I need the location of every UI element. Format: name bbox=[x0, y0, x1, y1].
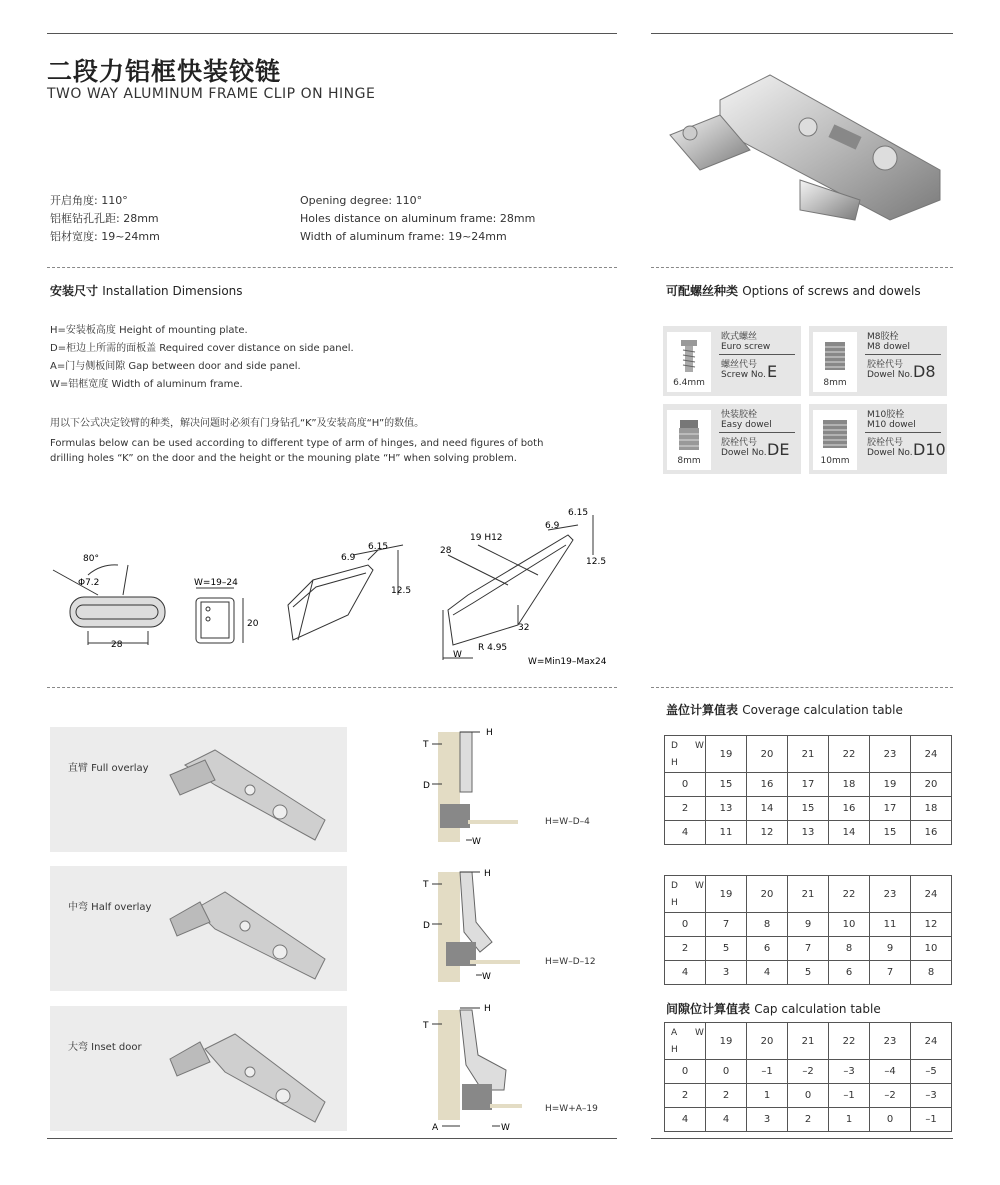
row-header: 4 bbox=[665, 821, 706, 845]
col-header: 24 bbox=[911, 1023, 952, 1060]
screw-name-cn: M10胶栓 bbox=[867, 410, 905, 420]
corner-h: H bbox=[671, 758, 678, 768]
screw-label-cn: 胶栓代号 bbox=[867, 360, 904, 370]
spec-cn-0: 开启角度: 110° bbox=[50, 194, 128, 207]
cell: 16 bbox=[747, 773, 788, 797]
dim-19h12: 19 H12 bbox=[470, 533, 503, 543]
screws-heading-en: Options of screws and dowels bbox=[742, 284, 921, 298]
corner-a: A bbox=[671, 1028, 678, 1038]
coverage-heading-cn: 盖位计算值表 bbox=[666, 703, 739, 717]
corner-w: W bbox=[695, 881, 704, 891]
definition-a: A=门与侧板间隙 Gap between door and side panel. bbox=[50, 361, 301, 372]
screw-label-cn: 胶栓代号 bbox=[721, 438, 758, 448]
cell: 18 bbox=[829, 773, 870, 797]
screw-code: E bbox=[767, 362, 778, 381]
cell: 18 bbox=[911, 797, 952, 821]
divider bbox=[47, 267, 617, 268]
cell: 15 bbox=[788, 797, 829, 821]
definition-h: H=安装板高度 Height of mounting plate. bbox=[50, 325, 248, 336]
formula-note-en-2: drilling holes “K” on the door and the height or the mouning plate “H” when solving problem. bbox=[50, 453, 517, 464]
screw-card-m8 bbox=[809, 326, 947, 396]
row-header: 2 bbox=[665, 1084, 706, 1108]
letter-w: W bbox=[472, 837, 481, 847]
col-header: 21 bbox=[788, 876, 829, 913]
top-rule-right bbox=[651, 33, 953, 34]
corner-d: D bbox=[671, 741, 678, 751]
divider bbox=[47, 687, 617, 688]
spec-cn-1: 铝框钻孔孔距: 28mm bbox=[50, 212, 159, 225]
screw-name-en: M10 dowel bbox=[867, 420, 916, 430]
letter-h: H bbox=[484, 1004, 491, 1014]
table-row bbox=[665, 1060, 952, 1084]
table-row bbox=[665, 821, 952, 845]
cell: –3 bbox=[829, 1060, 870, 1084]
cell: 2 bbox=[788, 1108, 829, 1132]
cell: 3 bbox=[706, 961, 747, 985]
definitions-list bbox=[50, 322, 354, 394]
hinge-photo-half bbox=[165, 874, 335, 984]
col-header: 22 bbox=[829, 1023, 870, 1060]
cell: 15 bbox=[706, 773, 747, 797]
spec-en-1: Holes distance on aluminum frame: 28mm bbox=[300, 212, 536, 225]
screw-card-easy bbox=[663, 404, 801, 474]
col-header: 20 bbox=[747, 736, 788, 773]
specs-en bbox=[300, 192, 535, 246]
bottom-rule-right bbox=[651, 1138, 953, 1139]
page-title-cn: 二段力铝框快装铰链 bbox=[47, 57, 282, 86]
cell: 7 bbox=[706, 913, 747, 937]
cell: 6 bbox=[747, 937, 788, 961]
hinge-photo-full bbox=[165, 735, 335, 845]
table-row bbox=[665, 1084, 952, 1108]
dim-w-min-max: W=Min19–Max24 bbox=[528, 657, 607, 667]
table-row bbox=[665, 961, 952, 985]
overlay-diagram-full bbox=[420, 722, 530, 852]
formula-note-en-1: Formulas below can be used according to different type of arm of hinges, and need figures of both bbox=[50, 438, 544, 449]
definition-w: W=铝框宽度 Width of aluminum frame. bbox=[50, 379, 243, 390]
col-header: 22 bbox=[829, 876, 870, 913]
corner-w: W bbox=[695, 1028, 704, 1038]
dim-69-b: 6.9 bbox=[545, 521, 560, 531]
dim-28: 28 bbox=[111, 640, 123, 650]
letter-h: H bbox=[486, 728, 493, 738]
screw-name-en: M8 dowel bbox=[867, 342, 910, 352]
formula-inset: H=W+A–19 bbox=[545, 1104, 598, 1114]
cell: –2 bbox=[870, 1084, 911, 1108]
screw-code: D8 bbox=[913, 362, 936, 381]
cell: 7 bbox=[788, 937, 829, 961]
cap-table bbox=[664, 1022, 952, 1132]
cell: 4 bbox=[747, 961, 788, 985]
top-rule-left bbox=[47, 33, 617, 34]
dim-125: 12.5 bbox=[391, 586, 412, 596]
cell: 17 bbox=[788, 773, 829, 797]
cap-heading-en: Cap calculation table bbox=[754, 1002, 881, 1016]
cell: 20 bbox=[911, 773, 952, 797]
col-header: 23 bbox=[870, 1023, 911, 1060]
col-header: 24 bbox=[911, 736, 952, 773]
spec-cn-2: 铝材宽度: 19~24mm bbox=[50, 230, 160, 243]
col-header: 22 bbox=[829, 736, 870, 773]
cell: –1 bbox=[747, 1060, 788, 1084]
screw-label-en: Dowel No. bbox=[867, 448, 913, 458]
row-header: 4 bbox=[665, 1108, 706, 1132]
col-header: 23 bbox=[870, 736, 911, 773]
cell: 0 bbox=[788, 1084, 829, 1108]
letter-t: T bbox=[423, 1021, 429, 1031]
screw-code: DE bbox=[767, 440, 790, 459]
dim-69: 6.9 bbox=[341, 553, 356, 563]
col-header: 21 bbox=[788, 1023, 829, 1060]
dim-r495: R 4.95 bbox=[478, 643, 508, 653]
formula-note bbox=[50, 416, 543, 466]
divider bbox=[651, 267, 953, 268]
cell: –3 bbox=[911, 1084, 952, 1108]
screw-label-en: Dowel No. bbox=[721, 448, 767, 458]
col-header: 21 bbox=[788, 736, 829, 773]
screws-heading-cn: 可配螺丝种类 bbox=[666, 284, 739, 298]
cell: 9 bbox=[870, 937, 911, 961]
corner-h: H bbox=[671, 898, 678, 908]
cell: 13 bbox=[788, 821, 829, 845]
letter-a: A bbox=[432, 1123, 439, 1133]
cell: –1 bbox=[911, 1108, 952, 1132]
corner-h: H bbox=[671, 1045, 678, 1055]
overlay-label: 大弯 Inset door bbox=[68, 1042, 142, 1053]
cell: 16 bbox=[911, 821, 952, 845]
cell: 5 bbox=[788, 961, 829, 985]
cell: 16 bbox=[829, 797, 870, 821]
dim-phi: Φ7.2 bbox=[78, 578, 100, 588]
col-header: 19 bbox=[706, 876, 747, 913]
installation-heading-cn: 安装尺寸 bbox=[50, 284, 99, 298]
spec-en-2: Width of aluminum frame: 19~24mm bbox=[300, 230, 507, 243]
cell: 15 bbox=[870, 821, 911, 845]
cell: 0 bbox=[706, 1060, 747, 1084]
dim-28-b: 28 bbox=[440, 546, 452, 556]
page-title-en: TWO WAY ALUMINUM FRAME CLIP ON HINGE bbox=[47, 86, 376, 102]
cell: –5 bbox=[911, 1060, 952, 1084]
cell: 3 bbox=[747, 1108, 788, 1132]
dim-125-b: 12.5 bbox=[586, 557, 607, 567]
screw-name-cn: 欧式螺丝 bbox=[721, 332, 758, 342]
hinge-product-image bbox=[660, 70, 945, 230]
cell: –1 bbox=[829, 1084, 870, 1108]
coverage-heading bbox=[666, 701, 903, 718]
cell: 8 bbox=[911, 961, 952, 985]
cell: –2 bbox=[788, 1060, 829, 1084]
cell: 10 bbox=[829, 913, 870, 937]
cell: 17 bbox=[870, 797, 911, 821]
formula-full: H=W–D–4 bbox=[545, 817, 590, 827]
spec-en-0: Opening degree: 110° bbox=[300, 194, 423, 207]
table-corner bbox=[665, 876, 706, 913]
installation-heading-en: Installation Dimensions bbox=[102, 284, 243, 298]
cell: 14 bbox=[829, 821, 870, 845]
coverage-heading-en: Coverage calculation table bbox=[742, 703, 903, 717]
col-header: 20 bbox=[747, 1023, 788, 1060]
cell: –4 bbox=[870, 1060, 911, 1084]
cell: 19 bbox=[870, 773, 911, 797]
row-header: 0 bbox=[665, 1060, 706, 1084]
screw-size: 8mm bbox=[677, 456, 701, 466]
screw-label-en: Screw No. bbox=[721, 370, 766, 380]
installation-drawings bbox=[48, 495, 618, 675]
cell: 11 bbox=[870, 913, 911, 937]
screw-label-en: Dowel No. bbox=[867, 370, 913, 380]
cell: 6 bbox=[829, 961, 870, 985]
definition-d: D=柜边上所需的面板盖 Required cover distance on side panel. bbox=[50, 343, 354, 354]
screws-heading bbox=[666, 282, 921, 299]
cell: 8 bbox=[747, 913, 788, 937]
letter-h: H bbox=[484, 869, 491, 879]
dim-angle: 80° bbox=[83, 554, 99, 564]
overlay-label: 中弯 Half overlay bbox=[68, 902, 152, 913]
row-header: 4 bbox=[665, 961, 706, 985]
letter-d: D bbox=[423, 921, 430, 931]
divider bbox=[651, 687, 953, 688]
cell: 11 bbox=[706, 821, 747, 845]
cap-heading-cn: 间隙位计算值表 bbox=[666, 1002, 751, 1016]
dim-20: 20 bbox=[247, 619, 259, 629]
letter-w: W bbox=[482, 972, 491, 982]
formula-half: H=W–D–12 bbox=[545, 957, 596, 967]
overlay-panel-half bbox=[50, 866, 347, 991]
cell: 14 bbox=[747, 797, 788, 821]
letter-d: D bbox=[423, 781, 430, 791]
cell: 4 bbox=[706, 1108, 747, 1132]
screw-size: 8mm bbox=[823, 378, 847, 388]
cell: 7 bbox=[870, 961, 911, 985]
corner-d: D bbox=[671, 881, 678, 891]
cell: 0 bbox=[870, 1108, 911, 1132]
cell: 1 bbox=[747, 1084, 788, 1108]
screw-name-en: Euro screw bbox=[721, 342, 771, 352]
cell: 2 bbox=[706, 1084, 747, 1108]
cell: 9 bbox=[788, 913, 829, 937]
letter-t: T bbox=[423, 880, 429, 890]
dim-32: 32 bbox=[518, 623, 530, 633]
col-header: 19 bbox=[706, 736, 747, 773]
cell: 5 bbox=[706, 937, 747, 961]
overlay-diagram-half bbox=[420, 862, 530, 992]
overlay-panel-inset bbox=[50, 1006, 347, 1131]
table-row bbox=[665, 937, 952, 961]
row-header: 2 bbox=[665, 937, 706, 961]
col-header: 24 bbox=[911, 876, 952, 913]
overlay-diagram-inset bbox=[420, 1000, 530, 1135]
screw-name-cn: 快装胶栓 bbox=[721, 410, 758, 420]
col-header: 20 bbox=[747, 876, 788, 913]
row-header: 2 bbox=[665, 797, 706, 821]
screw-name-en: Easy dowel bbox=[721, 420, 772, 430]
coverage-table-1 bbox=[664, 735, 952, 845]
formula-note-cn: 用以下公式决定铰臂的种类，解决问题时必须有门身钻孔“K”及安装高度“H”的数值。 bbox=[50, 418, 425, 429]
table-corner bbox=[665, 736, 706, 773]
table-row bbox=[665, 773, 952, 797]
cell: 12 bbox=[747, 821, 788, 845]
screw-label-cn: 胶栓代号 bbox=[867, 438, 904, 448]
letter-w: W bbox=[501, 1123, 510, 1133]
screw-name-cn: M8胶栓 bbox=[867, 332, 899, 342]
table-row bbox=[665, 913, 952, 937]
row-header: 0 bbox=[665, 773, 706, 797]
cap-heading bbox=[666, 1000, 881, 1017]
screw-code: D10 bbox=[913, 440, 946, 459]
table-row bbox=[665, 1108, 952, 1132]
coverage-table-2 bbox=[664, 875, 952, 985]
specs-cn bbox=[50, 192, 160, 246]
corner-w: W bbox=[695, 741, 704, 751]
overlay-panel-full bbox=[50, 727, 347, 852]
cell: 12 bbox=[911, 913, 952, 937]
table-corner bbox=[665, 1023, 706, 1060]
table-row bbox=[665, 797, 952, 821]
installation-heading bbox=[50, 282, 243, 299]
overlay-label: 直臂 Full overlay bbox=[68, 763, 149, 774]
bottom-rule-left bbox=[47, 1138, 617, 1139]
cell: 13 bbox=[706, 797, 747, 821]
row-header: 0 bbox=[665, 913, 706, 937]
dim-615-b: 6.15 bbox=[568, 508, 589, 518]
screw-label-cn: 螺丝代号 bbox=[721, 360, 758, 370]
screw-card-m10 bbox=[809, 404, 947, 474]
dim-w-range: W=19–24 bbox=[194, 578, 238, 588]
hinge-photo-inset bbox=[165, 1014, 335, 1124]
cell: 8 bbox=[829, 937, 870, 961]
col-header: 19 bbox=[706, 1023, 747, 1060]
screw-size: 10mm bbox=[820, 456, 850, 466]
cell: 10 bbox=[911, 937, 952, 961]
dim-615: 6.15 bbox=[368, 542, 389, 552]
dim-w: W bbox=[453, 650, 462, 660]
letter-t: T bbox=[423, 740, 429, 750]
screw-card-euro bbox=[663, 326, 801, 396]
cell: 1 bbox=[829, 1108, 870, 1132]
col-header: 23 bbox=[870, 876, 911, 913]
screw-size: 6.4mm bbox=[673, 378, 705, 388]
